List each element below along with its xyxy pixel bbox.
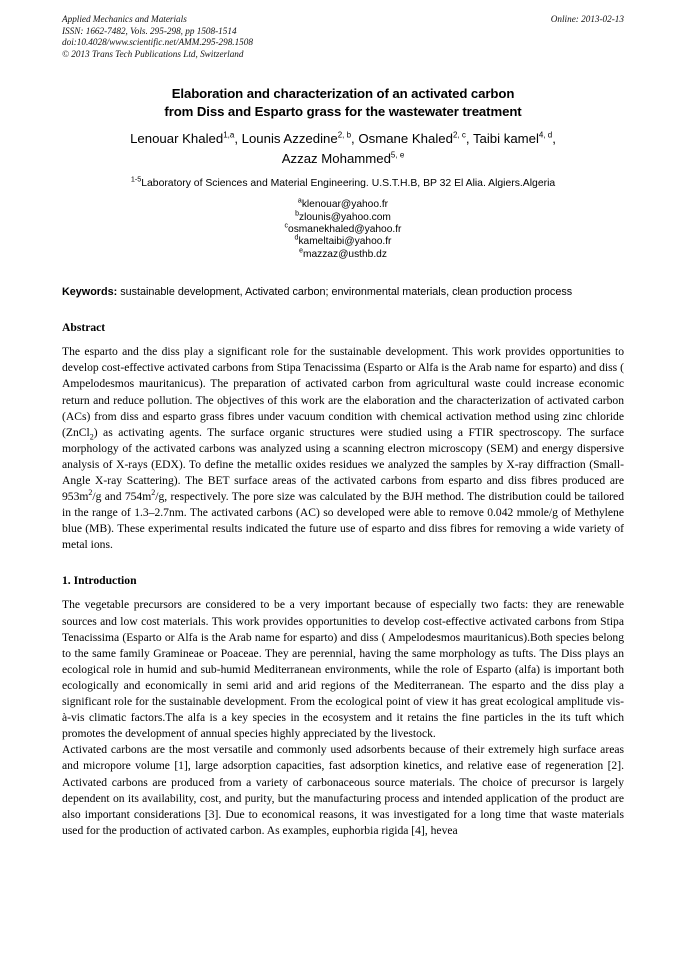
title-line-1: Elaboration and characterization of an activated carbon: [171, 86, 515, 102]
abstract-part-2: ) as activating agents. The surface organic structures were studied using a FTIR spectroscopy. The surface morphology of the activated carbons was analyzed using a scanning electron microscopy (SEM) and energy dispersive analysis of X-rays (EDX). To define the metallic oxides residues we analyzed the samples by X-ray diffraction (Small-Angle X-ray Scattering). The BET surface areas of the activated carbons from esparto and diss fibres produced are 953m: [62, 425, 624, 504]
email-a: [62, 199, 624, 211]
author-5-name: Azzaz Mohammed: [281, 151, 391, 167]
abstract-superscript-1: 2: [88, 488, 93, 498]
author-emails: [62, 199, 624, 261]
email-e-address[interactable]: mazzaz@usthb.dz: [302, 248, 387, 260]
email-d-mark: d: [294, 235, 299, 243]
abstract-part-1: The esparto and the diss play a significant role for the sustainable development. This work provides opportunities to develop cost-effective activated carbons from Stipa Tenacissima (Esparto or Alfa is the Arab name for esparto) and diss ( Ampelodesmos mauritanicus). The preparation of activated carbon from agricultural waste could increase economic return and reduce pollution. The objectives of this work are the elaboration and the characterization of activated carbon (ACs) from diss and esparto grass fibres under vacuum condition with chemical activation method using zinc chloride (ZnCl: [62, 345, 624, 439]
author-sep-3: ,: [465, 131, 473, 147]
author-2: [242, 131, 351, 146]
abstract-subscript-1: 2: [89, 432, 94, 442]
email-b: [62, 212, 624, 224]
author-list: [62, 129, 624, 169]
issn-line: ISSN: 1662-7482, Vols. 295-298, pp 1508-1514: [62, 25, 237, 36]
affiliation-mark: 1-5: [130, 174, 142, 184]
introduction-paragraph-1: The vegetable precursors are considered to be a very important because of especially two facts: they are renewable sources and low cost materials. This work provides opportunities to develop cost-effective activated carbons from Stipa Tenacissima (Esparto or Alfa is the Arab name for esparto) and diss ( Ampelodesmos mauritanicus).Both species belong to the same family Gramineae or Poaceae. They are perennial, having the same morphology as tufts. The Diss plays an ecological role in humid and sub-humid Mediterranean environments, while the role of Esparto (alfa) is important both ecologically and economically in semi arid and arid regions of the Mediterranean. The esparto and the diss play a significant role for the sustainable development. From the ecological point of view it has great ecological amplitude vis-à-vis climatic factors.The alfa is a key species in the ecosystem and it retains the fine particles in the its tuft which promotes the development of annual species highly appreciated by the livestock.: [62, 598, 624, 741]
author-1-affil-mark: 1,a: [223, 130, 235, 140]
email-b-mark: b: [295, 210, 299, 218]
abstract-part-3: /g and 754m: [92, 490, 152, 504]
keywords-label: Keywords:: [62, 286, 118, 299]
email-e-mark: e: [299, 247, 303, 255]
author-2-affil-mark: 2, b: [337, 130, 352, 140]
doi-line: doi:10.4028/www.scientific.net/AMM.295-298.1508: [62, 37, 253, 48]
author-5: [282, 151, 405, 166]
journal-name: Applied Mechanics and Materials: [62, 14, 187, 24]
copyright-line: © 2013 Trans Tech Publications Ltd, Switzerland: [62, 48, 244, 59]
author-1-name: Lenouar Khaled: [130, 131, 224, 147]
journal-masthead: [62, 14, 624, 60]
author-3-affil-mark: 2, c: [452, 130, 466, 140]
affiliation: [62, 174, 624, 190]
affiliation-text: Laboratory of Sciences and Material Engineering. U.S.T.H.B, BP 32 El Alia. Algiers.Algeria: [141, 178, 556, 190]
email-e: [62, 249, 624, 261]
title-line-2: from Diss and Esparto grass for the wastewater treatment: [164, 103, 522, 119]
email-c: [62, 224, 624, 236]
author-sep-4: ,: [552, 131, 556, 147]
email-a-address[interactable]: klenouar@yahoo.fr: [301, 199, 389, 211]
email-d-address[interactable]: kameltaibi@yahoo.fr: [298, 236, 392, 248]
abstract-text: [62, 344, 624, 553]
introduction-paragraph-2: Activated carbons are the most versatile and commonly used adsorbents because of their extremely high surface areas and micropore volume [1], large adsorption capacities, fast adsorption kinetics, and relative ease of regeneration [2]. Activated carbons are produced from a variety of carbonaceous source materials. The choice of precursor is largely dependent on its availability, cost, and purity, but the manufacturing process and intended application of the product are also important considerations [3]. Due to economical reasons, it was investigated for a long time that waste materials used for the production of activated carbon. As examples, euphorbia rigida [4], hevea: [62, 743, 624, 837]
author-4-name: Taibi kamel: [472, 131, 539, 147]
keywords-text: sustainable development, Activated carbon; environmental materials, clean production process: [117, 286, 573, 299]
keywords-block: [62, 285, 624, 300]
introduction-heading: 1. Introduction: [62, 574, 137, 588]
email-c-address[interactable]: osmanekhaled@yahoo.fr: [288, 224, 402, 236]
author-sep-1: ,: [234, 131, 242, 147]
abstract-superscript-2: 2: [151, 488, 156, 498]
author-3-name: Osmane Khaled: [358, 131, 453, 147]
page-title: [62, 85, 624, 120]
author-5-affil-mark: 5, e: [390, 150, 405, 160]
abstract-part-4: /g, respectively. The pore size was calculated by the BJH method. The distribution could be tailored in the range of 1.3–2.7nm. The activated carbons (AC) so developed were able to remove 0.042 mmole/g of Methylene blue (MB). These experimental results indicated the future use of esparto and diss fibres for removing a wide variety of metal ions.: [62, 490, 624, 552]
author-3: [358, 131, 465, 146]
email-a-mark: a: [297, 197, 302, 205]
author-sep-2: ,: [351, 131, 359, 147]
abstract-heading: Abstract: [62, 321, 106, 335]
author-1: [130, 131, 234, 146]
author-4: [473, 131, 552, 146]
email-b-address[interactable]: zlounis@yahoo.com: [299, 211, 391, 223]
author-4-affil-mark: 4, d: [538, 130, 553, 140]
author-2-name: Lounis Azzedine: [241, 131, 338, 147]
email-c-mark: c: [284, 222, 289, 230]
online-date: Online: 2013-02-13: [550, 14, 624, 24]
email-d: [62, 236, 624, 248]
